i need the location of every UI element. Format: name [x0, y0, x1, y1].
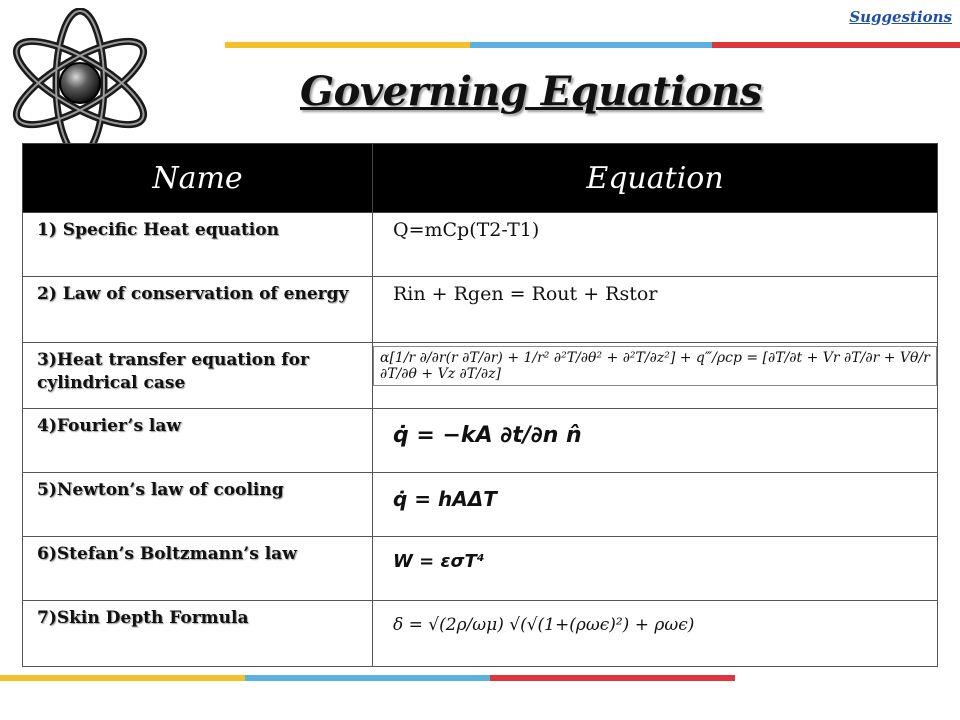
- column-header-equation: Equation: [373, 144, 938, 213]
- table-row: [23, 277, 938, 343]
- row-name: 4)Fourier’s law: [23, 409, 373, 473]
- equation-text: α[1/r ∂/∂r(r ∂T/∂r) + 1/r² ∂²T/∂θ² + ∂²T/∂z²] + q‴/ρcp = [∂T/∂t + Vr ∂T/∂r + Vθ/r ∂T/∂θ + Vz ∂T/∂z]: [373, 346, 937, 386]
- row-name: 6)Stefan’s Boltzmann’s law: [23, 537, 373, 601]
- equation-text: q̇ = −kA ∂t/∂n n̂: [393, 423, 582, 448]
- row-name: 1) Specific Heat equation: [23, 213, 373, 277]
- top-stripe-blue: [470, 42, 712, 48]
- row-equation: [373, 409, 938, 473]
- table-row: [23, 343, 938, 409]
- row-equation: [373, 601, 938, 667]
- row-name: 3)Heat transfer equation for cylindrical case: [23, 343, 373, 409]
- row-equation: [373, 473, 938, 537]
- bottom-stripe-yellow: [0, 675, 245, 681]
- atom-logo-icon: [2, 8, 162, 158]
- table-header-row: [23, 144, 938, 213]
- bottom-stripe-red: [490, 675, 735, 681]
- equation-text: W = εσT⁴: [393, 551, 485, 572]
- table-row: [23, 409, 938, 473]
- top-stripe-red: [712, 42, 960, 48]
- table-row: [23, 601, 938, 667]
- row-equation: [373, 277, 938, 343]
- row-equation: [373, 343, 938, 409]
- row-name: 2) Law of conservation of energy: [23, 277, 373, 343]
- equations-table: [22, 143, 938, 667]
- table-row: [23, 473, 938, 537]
- top-stripe-yellow: [225, 42, 470, 48]
- bottom-stripe-blue: [245, 675, 490, 681]
- suggestions-link[interactable]: Suggestions: [849, 8, 952, 26]
- row-name: 5)Newton’s law of cooling: [23, 473, 373, 537]
- equation-text: δ = √(2ρ/ωμ) √(√(1+(ρωϵ)²) + ρωϵ): [393, 615, 695, 635]
- equation-text: Rin + Rgen = Rout + Rstor: [393, 283, 658, 305]
- equation-text: q̇ = hAΔT: [393, 487, 497, 511]
- equation-text: Q=mCp(T2-T1): [393, 219, 540, 241]
- column-header-name: Name: [23, 144, 373, 213]
- table-row: [23, 213, 938, 277]
- row-name: 7)Skin Depth Formula: [23, 601, 373, 667]
- row-equation: [373, 213, 938, 277]
- page-title: Governing Equations: [300, 68, 762, 115]
- table-row: [23, 537, 938, 601]
- row-equation: [373, 537, 938, 601]
